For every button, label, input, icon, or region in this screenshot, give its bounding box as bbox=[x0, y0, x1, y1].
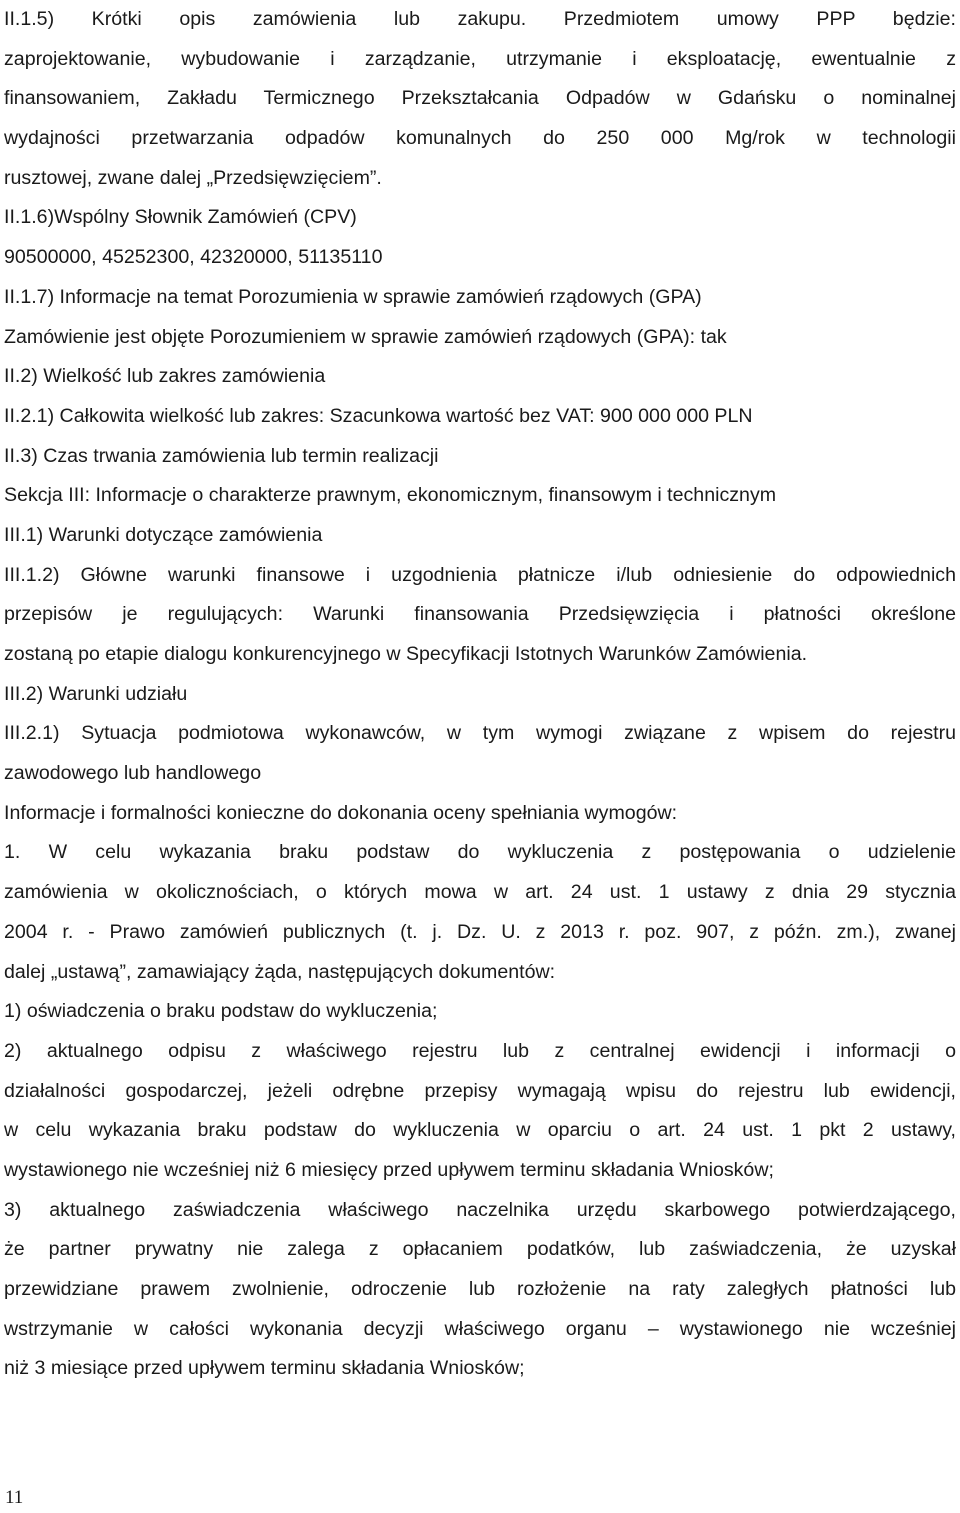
text-line: Informacje i formalności konieczne do dokonania oceny spełniania wymogów: bbox=[4, 801, 678, 824]
section-heading: II.1.6)Wspólny Słownik Zamówień (CPV) bbox=[4, 206, 357, 229]
text-line: wystawionego nie wcześniej niż 6 miesięcy przed upływem terminu składania Wniosków; bbox=[4, 1158, 774, 1181]
text-line: rusztowej, zwane dalej „Przedsięwzięciem”. bbox=[4, 166, 382, 189]
section-heading: II.3) Czas trwania zamówienia lub termin realizacji bbox=[4, 444, 439, 467]
text-line: finansowaniem, Zakładu Termicznego Przekształcania Odpadów w Gdańsku o nominalnej bbox=[4, 87, 956, 110]
list-item: 3) aktualnego zaświadczenia właściwego naczelnika urzędu skarbowego potwierdzającego, bbox=[4, 1198, 956, 1221]
text-line: zaprojektowanie, wybudowanie i zarządzanie, utrzymanie i eksploatację, ewentualnie z bbox=[4, 47, 956, 70]
section-heading: II.2) Wielkość lub zakres zamówienia bbox=[4, 365, 326, 388]
text-line: III.2.1) Sytuacja podmiotowa wykonawców, w tym wymogi związane z wpisem do rejestru bbox=[4, 722, 956, 745]
text-line: że partner prywatny nie zalega z opłacaniem podatków, lub zaświadczenia, że uzyskał bbox=[4, 1238, 956, 1261]
section-heading: Sekcja III: Informacje o charakterze prawnym, ekonomicznym, finansowym i technicznym bbox=[4, 484, 777, 507]
text-line: przepisów je regulujących: Warunki finansowania Przedsięwzięcia i płatności określone bbox=[4, 603, 956, 626]
list-item: 1) oświadczenia o braku podstaw do wykluczenia; bbox=[4, 1000, 438, 1023]
text-line: 1. W celu wykazania braku podstaw do wykluczenia z postępowania o udzielenie bbox=[4, 841, 956, 864]
text-line: II.2.1) Całkowita wielkość lub zakres: Szacunkowa wartość bez VAT: 900 000 000 PLN bbox=[4, 404, 753, 427]
text-line: przewidziane prawem zwolnienie, odroczenie lub rozłożenie na raty zaległych płatności lub bbox=[4, 1278, 956, 1300]
text-line: wstrzymanie w całości wykonania decyzji właściwego organu – wystawionego nie wcześniej bbox=[4, 1317, 956, 1340]
page-number: 11 bbox=[5, 1487, 24, 1508]
text-line: II.1.5) Krótki opis zamówienia lub zakupu. Przedmiotem umowy PPP będzie: bbox=[4, 8, 956, 30]
document-page bbox=[4, 0, 956, 1389]
text-line: wydajności przetwarzania odpadów komunalnych do 250 000 Mg/rok w technologii bbox=[4, 127, 956, 150]
section-heading: III.1) Warunki dotyczące zamówienia bbox=[4, 523, 323, 546]
list-item: 2) aktualnego odpisu z właściwego rejestru lub z centralnej ewidencji i informacji o bbox=[4, 1039, 956, 1062]
text-line: działalności gospodarczej, jeżeli odrębne przepisy wymagają wpisu do rejestru lub ewidencji, bbox=[4, 1079, 956, 1102]
text-line: III.1.2) Główne warunki finansowe i uzgodnienia płatnicze i/lub odniesienie do odpowiednich bbox=[4, 563, 956, 586]
text-line: niż 3 miesiące przed upływem terminu składania Wniosków; bbox=[4, 1357, 525, 1380]
text-line: zawodowego lub handlowego bbox=[4, 762, 262, 785]
text-line: Zamówienie jest objęte Porozumieniem w sprawie zamówień rządowych (GPA): tak bbox=[4, 325, 727, 348]
text-line: 2004 r. - Prawo zamówień publicznych (t. j. Dz. U. z 2013 r. poz. 907, z późn. zm.), zwanej bbox=[4, 920, 956, 943]
text-line: w celu wykazania braku podstaw do wykluczenia w oparciu o art. 24 ust. 1 pkt 2 ustawy, bbox=[4, 1119, 956, 1142]
text-line: zostaną po etapie dialogu konkurencyjnego w Specyfikacji Istotnych Warunków Zamówienia. bbox=[4, 643, 808, 665]
text-line: zamówienia w okolicznościach, o których mowa w art. 24 ust. 1 ustawy z dnia 29 stycznia bbox=[4, 881, 956, 904]
section-heading: II.1.7) Informacje na temat Porozumienia w sprawie zamówień rządowych (GPA) bbox=[4, 285, 702, 308]
text-line: dalej „ustawą”, zamawiający żąda, następujących dokumentów: bbox=[4, 960, 556, 983]
text-line: 90500000, 45252300, 42320000, 51135110 bbox=[4, 246, 383, 269]
section-heading: III.2) Warunki udziału bbox=[4, 682, 188, 705]
